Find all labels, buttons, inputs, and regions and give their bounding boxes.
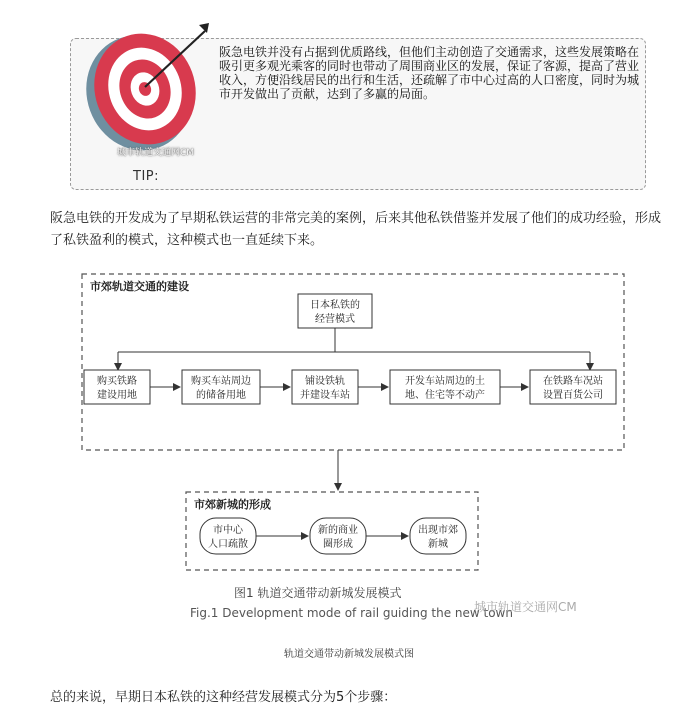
paragraph-1: 阪急电铁的开发成为了早期私铁运营的非常完美的案例，后来其他私铁借鉴并发展了他们的成功经验，形成了私铁盈利的模式，这种模式也一直延续下来。 (50, 211, 662, 248)
outer-title: 市郊轨道交通的建设 (90, 280, 189, 293)
step-1-line2: 建设用地 (97, 390, 137, 401)
top-box-line2: 经营模式 (315, 314, 355, 325)
inner-step-3-line1: 出现市郊 (418, 525, 458, 536)
step-5-line1: 在铁路车况站 (543, 376, 603, 387)
diagram-figure (78, 272, 630, 632)
step-3-line1: 铺设铁轨 (305, 376, 345, 387)
inner-step-2-line1: 新的商业 (318, 525, 358, 536)
figure-caption-cn: 图1 轨道交通带动新城发展模式 (234, 586, 402, 600)
step-4-line1: 开发车站周边的土 (405, 376, 485, 387)
step-5-line2: 设置百货公司 (543, 390, 603, 401)
inner-step-1-line2: 人口疏散 (208, 539, 248, 550)
tip-watermark: 城市轨道交通网CM (117, 148, 195, 158)
inner-title: 市郊新城的形成 (194, 498, 271, 511)
figure-caption-en: Fig.1 Development mode of rail guiding the new town (190, 606, 513, 620)
target-dart-icon (79, 21, 209, 151)
step-3-line2: 并建设车站 (300, 390, 350, 401)
step-4-line2: 地、住宅等不动产 (405, 390, 485, 401)
inner-step-2-line2: 圈形成 (323, 539, 353, 550)
tip-box (70, 38, 646, 190)
sub-caption: 轨道交通带动新城发展模式图 (284, 649, 414, 660)
paragraph-2: 总的来说，早期日本私铁的这种经营发展模式分为5个步骤： (50, 690, 397, 705)
inner-step-1-line1: 市中心 (213, 525, 243, 536)
step-1-line1: 购买铁路 (97, 376, 137, 387)
top-box-line1: 日本私铁的 (310, 300, 360, 311)
figure-watermark: 城市轨道交通网CM (474, 600, 577, 614)
step-2-line2: 的储备用地 (196, 390, 246, 401)
inner-step-3-line2: 新城 (428, 539, 448, 550)
tip-label: TIP: (133, 169, 159, 184)
tip-text: 阪急电铁并没有占据到优质路线，但他们主动创造了交通需求，这些发展策略在吸引更多观光乘客的同时也带动了周围商业区的发展，保证了客源，提高了营业收入，方便沿线居民的出行和生活，还疏解了市中心过高的人口密度，同时为城市开发做出了贡献，达到了多赢的局面。 (219, 45, 640, 101)
step-2-line1: 购买车站周边 (191, 376, 251, 387)
diagram-svg (78, 272, 630, 632)
